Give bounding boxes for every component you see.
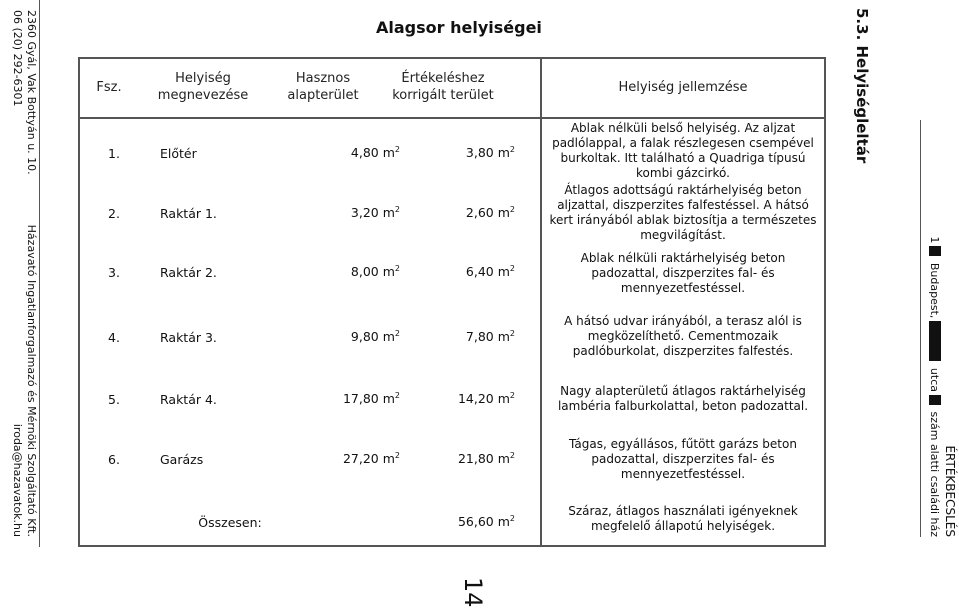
header-rule	[920, 120, 921, 537]
page-header	[849, 0, 959, 607]
footer-company: Házavató Ingatlanforgalmazó és Mérnöki Szolgáltató Kft.	[25, 224, 38, 537]
table-row: 5. Raktár 4. 17,80 $m^2$ 14,20 $m^2$	[108, 391, 515, 407]
row-description: Átlagos adottságú raktárhelyiség beton aljzattal, diszperzites falfestéssel. A hátsó kert irányából ablak biztosítja a természetes megvilágítást.	[549, 183, 817, 242]
footer-phone: 06 (20) 292-6301	[11, 10, 24, 107]
table-row: 1. Előtér 4,80 $m^2$ 3,80 $m^2$	[108, 145, 515, 161]
header-doc-title: ÉRTÉKBECSLÉS	[943, 445, 957, 537]
rooms-data-column	[80, 59, 540, 545]
section-heading: 5.3. Helyiségleltár	[853, 8, 871, 164]
redaction-block	[929, 246, 941, 256]
table-title: Alagsor helyiségei	[376, 18, 542, 37]
header-corr: Értékeléshez korrigált terület	[392, 71, 494, 103]
row-description: Ablak nélküli belső helyiség. Az aljzat padlólappal, a falak részlegesen csempével burkoltak. Itt található a Quadriga típusú kombi gázcirkó.	[552, 121, 814, 180]
page-number: 14	[459, 577, 487, 608]
header-subtitle: 1 Budapest, utca szám alatti családi ház	[928, 236, 941, 537]
total-value: 56,60 m	[457, 514, 510, 530]
footer-rule	[39, 0, 40, 547]
footer-address: 2360 Gyál, Vak Bottyán u. 10.	[25, 10, 38, 175]
table-header	[80, 59, 540, 119]
rooms-table	[78, 57, 826, 547]
table-row: 4. Raktár 3. 9,80 $m^2$ 7,80 $m^2$	[108, 329, 515, 345]
row-description: Nagy alapterületű átlagos raktárhelyiség lambéria falburkolattal, beton padozattal.	[557, 384, 809, 413]
table-row: 6. Garázs 27,20 $m^2$ 21,80 $m^2$	[108, 451, 515, 467]
table-row: 3. Raktár 2. 8,00 $m^2$ 6,40 $m^2$	[108, 264, 515, 280]
page-footer	[0, 0, 40, 607]
description-column	[540, 59, 824, 545]
header-num: Fsz.	[96, 79, 122, 95]
row-description: A hátsó udvar irányából, a terasz alól is megközelíthető. Cementmozaik padlóburkolat, diszperzites falfestés.	[564, 314, 802, 358]
total-label: Összesen:	[198, 514, 262, 530]
total-description: Száraz, átlagos használati igényeknek megfelelő állapotú helyiségek.	[568, 504, 798, 533]
total-row: Összesen: 56,60 $m^2$	[80, 512, 540, 532]
row-description: Tágas, egyállásos, fűtött garázs beton padozattal, diszperzites fal- és mennyezetfestéssel.	[569, 437, 797, 481]
table-row: 2. Raktár 1. 3,20 $m^2$ 2,60 $m^2$	[108, 205, 515, 221]
header-area: Hasznos alapterület	[287, 71, 359, 103]
description-header: Helyiség jellemzése	[542, 59, 824, 119]
redaction-block	[929, 321, 941, 361]
header-name: Helyiség megnevezése	[157, 71, 249, 103]
row-description: Ablak nélküli raktárhelyiség beton padozattal, diszperzites fal- és mennyezetfestéssel.	[580, 251, 786, 295]
footer-email[interactable]: iroda@hazavatok.hu	[11, 423, 24, 537]
redaction-block	[929, 395, 941, 405]
